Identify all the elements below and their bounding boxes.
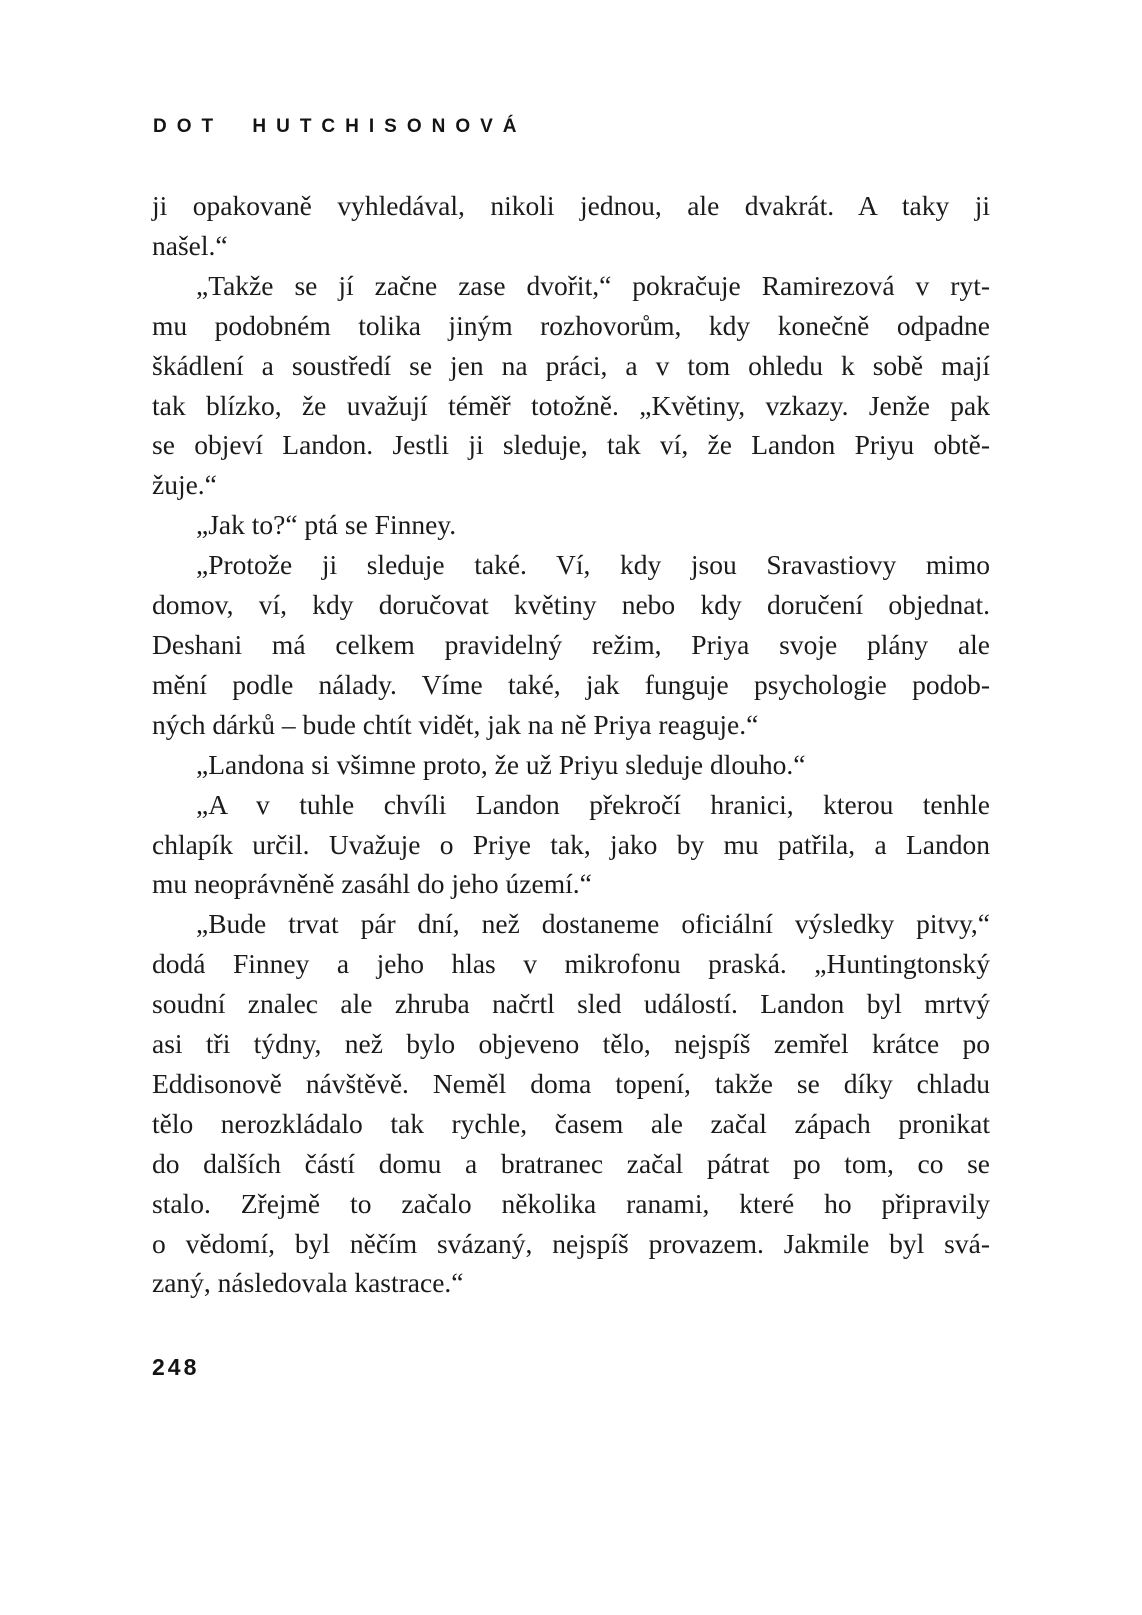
text-line: dodá Finney a jeho hlas v mikrofonu praská. „Huntingtonský xyxy=(152,948,990,980)
text-line: žuje.“ xyxy=(152,469,217,501)
text-line: domov, ví, kdy doručovat květiny nebo kdy doručení objednat. xyxy=(152,589,990,621)
text-line: asi tři týdny, než bylo objeveno tělo, nejspíš zemřel krátce po xyxy=(152,1028,990,1060)
text-line: chlapík určil. Uvažuje o Priye tak, jako by mu patřila, a Landon xyxy=(152,828,990,860)
text-line: „A v tuhle chvíli Landon překročí hranici, kterou tenhle xyxy=(196,788,990,820)
text-line: Deshani má celkem pravidelný režim, Priya svoje plány ale xyxy=(152,628,990,660)
text-line: našel.“ xyxy=(152,229,228,261)
paragraph xyxy=(152,785,990,905)
text-line: ných dárků – bude chtít vidět, jak na ně Priya reaguje.“ xyxy=(152,708,759,740)
text-line: tělo nerozkládalo tak rychle, časem ale začal zápach pronikat xyxy=(152,1107,990,1139)
text-line: „Bude trvat pár dní, než dostaneme oficiální výsledky pitvy,“ xyxy=(196,908,990,940)
text-line: ji opakovaně vyhledával, nikoli jednou, ale dvakrát. A taky ji xyxy=(152,190,990,221)
running-head-author: DOT HUTCHISONOVÁ xyxy=(153,116,527,137)
text-line: „Jak to?“ ptá se Finney. xyxy=(196,509,457,541)
paragraph xyxy=(152,266,990,505)
text-line: o vědomí, byl něčím svázaný, nejspíš provazem. Jakmile byl svá- xyxy=(152,1227,990,1259)
text-line: mu neoprávněně zasáhl do jeho území.“ xyxy=(152,868,592,900)
text-line: mění podle nálady. Víme také, jak funguje psychologie podob- xyxy=(152,668,990,700)
text-line: mu podobném tolika jiným rozhovorům, kdy konečně odpadne xyxy=(152,309,990,341)
paragraph xyxy=(152,545,990,745)
text-line: „Protože ji sleduje také. Ví, kdy jsou Sravastiovy mimo xyxy=(196,549,990,581)
paragraph xyxy=(152,904,990,1303)
text-line: soudní znalec ale zhruba načrtl sled událostí. Landon byl mrtvý xyxy=(152,988,990,1020)
text-line: škádlení a soustředí se jen na práci, a v tom ohledu k sobě mají xyxy=(152,349,990,381)
paragraph xyxy=(152,505,990,545)
paragraph xyxy=(152,186,990,266)
page-number: 248 xyxy=(152,1354,200,1380)
text-line: do dalších částí domu a bratranec začal pátrat po tom, co se xyxy=(152,1147,990,1179)
text-line: „Landona si všimne proto, že už Priyu sleduje dlouho.“ xyxy=(196,748,806,780)
page-body xyxy=(152,186,990,1303)
text-line: stalo. Zřejmě to začalo několika ranami, které ho připravily xyxy=(152,1187,990,1219)
text-line: zaný, následovala kastrace.“ xyxy=(152,1267,464,1299)
text-line: tak blízko, že uvažují téměř totožně. „Květiny, vzkazy. Jenže pak xyxy=(152,389,990,421)
text-line: Eddisonově návštěvě. Neměl doma topení, takže se díky chladu xyxy=(152,1067,990,1099)
paragraph xyxy=(152,745,990,785)
text-line: „Takže se jí začne zase dvořit,“ pokračuje Ramirezová v ryt- xyxy=(196,269,990,301)
text-line: se objeví Landon. Jestli ji sleduje, tak ví, že Landon Priyu obtě- xyxy=(152,429,990,461)
